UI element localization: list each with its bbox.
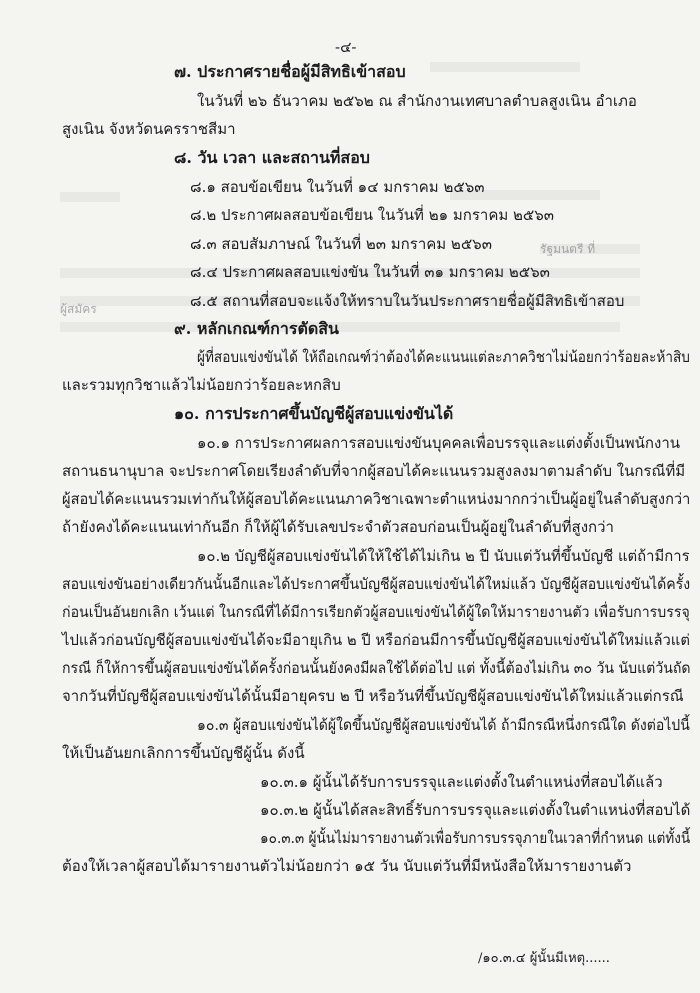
paragraph-line: ไปแล้วก่อนบัญชีผู้สอบแข่งขันได้จะมีอายุเกิน ๒ ปี หรือก่อนมีการขึ้นบัญชีผู้สอบแข่งขันได้ใหม่แล้วแต่ [62,631,690,649]
continuation-note: /๑๐.๓.๔ ผู้นั้นมีเหตุ...... [478,951,610,966]
bleed-through-mark [60,322,620,332]
sub-item: ๑๐.๓.๒ ผู้นั้นได้สละสิทธิ์รับการบรรจุและแต่งตั้งในตำแหน่งที่สอบได้ [260,801,691,819]
section-10-heading: ๑๐. การประกาศขึ้นบัญชีผู้สอบแข่งขันได้ [174,404,454,423]
paragraph-line: ก่อนเป็นอันยกเลิก เว้นแต่ ในกรณีที่ได้มีการเรียกตัวผู้สอบแข่งขันได้ผู้ใดให้มารายงานตัว เพื่อรับการบรรจุ [62,603,690,621]
schedule-item: ๘.๒ ประกาศผลสอบข้อเขียน ในวันที่ ๒๑ มกราคม ๒๕๖๓ [190,206,555,224]
paragraph-line: กรณี ก็ให้การขึ้นผู้สอบแข่งขันได้ครั้งก่อนนั้นยังคงมีผลใช้ได้ต่อไป แต่ ทั้งนี้ต้องไม่เกิน ๓๐ วัน นับแต่วันถัด [62,659,691,677]
schedule-item: ๘.๑ สอบข้อเขียน ในวันที่ ๑๔ มกราคม ๒๕๖๓ [190,178,485,196]
paragraph-line: สอบแข่งขันอย่างเดียวกันนั้นอีกและได้ประกาศขึ้นบัญชีผู้สอบแข่งขันได้ใหม่แล้ว บัญชีผู้สอบแข่งขันได้ครั้ง [62,575,691,593]
sub-item: ๑๐.๓.๑ ผู้นั้นได้รับการบรรจุและแต่งตั้งในตำแหน่งที่สอบได้แล้ว [260,773,663,791]
schedule-item: ๘.๕ สถานที่สอบจะแจ้งให้ทราบในวันประกาศรายชื่อผู้มีสิทธิเข้าสอบ [190,292,625,310]
section-7-heading: ๗. ประกาศรายชื่อผู้มีสิทธิเข้าสอบ [174,62,406,81]
paragraph-line: ผู้สอบได้คะแนนรวมเท่ากันให้ผู้สอบได้คะแนนภาควิชาเฉพาะตำแหน่งมากกว่าเป็นผู้อยู่ในลำดับสูงกว่า [62,490,691,508]
bleed-through-mark [60,192,120,202]
paragraph-line: ๑๐.๒ บัญชีผู้สอบแข่งขันได้ให้ใช้ได้ไม่เกิน ๒ ปี นับแต่วันที่ขึ้นบัญชี แต่ถ้ามีการ [197,547,690,565]
section-9-heading: ๙. หลักเกณฑ์การตัดสิน [174,319,339,338]
paragraph-line: ให้เป็นอันยกเลิกการขึ้นบัญชีผู้นั้น ดังนี้ [62,744,305,762]
paragraph-line: ๑๐.๓ ผู้สอบแข่งขันได้ผู้ใดขึ้นบัญชีผู้สอบแข่งขันได้ ถ้ามีกรณีหนึ่งกรณีใด ดังต่อไปนี้ [197,716,690,734]
paragraph-line: สถานธนานุบาล จะประกาศโดยเรียงลำดับที่จากผู้สอบได้คะแนนรวมสูงลงมาตามลำดับ ในกรณีที่มี [62,462,686,480]
paragraph-line: ๑๐.๑ การประกาศผลการสอบแข่งขันบุคคลเพื่อบรรจุและแต่งตั้งเป็นพนักงาน [197,434,681,452]
bleed-through-text: รัฐมนตรี ที่ [540,242,596,256]
section-7-line: สูงเนิน จังหวัดนครราชสีมา [62,120,236,138]
section-8-heading: ๘. วัน เวลา และสถานที่สอบ [174,148,370,167]
schedule-item: ๘.๓ สอบสัมภาษณ์ ในวันที่ ๒๓ มกราคม ๒๕๖๓ [190,235,492,253]
sub-item: ๑๐.๓.๓ ผู้นั้นไม่มารายงานตัวเพื่อรับการบรรจุภายในเวลาที่กำหนด แต่ทั้งนี้ [260,829,691,847]
schedule-item: ๘.๔ ประกาศผลสอบแข่งขัน ในวันที่ ๓๑ มกราคม ๒๕๖๓ [190,263,550,281]
section-7-line: ในวันที่ ๒๖ ธันวาคม ๒๕๖๒ ณ สำนักงานเทศบาลตำบลสูงเนิน อำเภอ [197,92,637,110]
bleed-through-text: ผู้สมัคร [60,302,97,316]
section-9-line: และรวมทุกวิชาแล้วไม่น้อยกว่าร้อยละหกสิบ [62,376,341,394]
paragraph-line: จากวันที่บัญชีผู้สอบแข่งขันได้นั้นมีอายุครบ ๒ ปี หรือวันที่ขึ้นบัญชีผู้สอบแข่งขันได้ใหม่แล้วแต่กรณี [62,687,684,705]
paragraph-line: ถ้ายังคงได้คะแนนเท่ากันอีก ก็ให้ผู้ได้รับเลขประจำตัวสอบก่อนเป็นผู้อยู่ในลำดับที่สูงกว่า [62,518,614,536]
page-number: -๔- [335,38,357,56]
section-9-line: ผู้ที่สอบแข่งขันได้ ให้ถือเกณฑ์ว่าต้องได้คะแนนแต่ละภาควิชาไม่น้อยกว่าร้อยละห้าสิบ [197,348,690,366]
bleed-through-mark [430,62,580,72]
sub-item: ต้องให้เวลาผู้สอบได้มารายงานตัวไม่น้อยกว่า ๑๕ วัน นับแต่วันที่มีหนังสือให้มารายงานตัว [62,857,632,875]
